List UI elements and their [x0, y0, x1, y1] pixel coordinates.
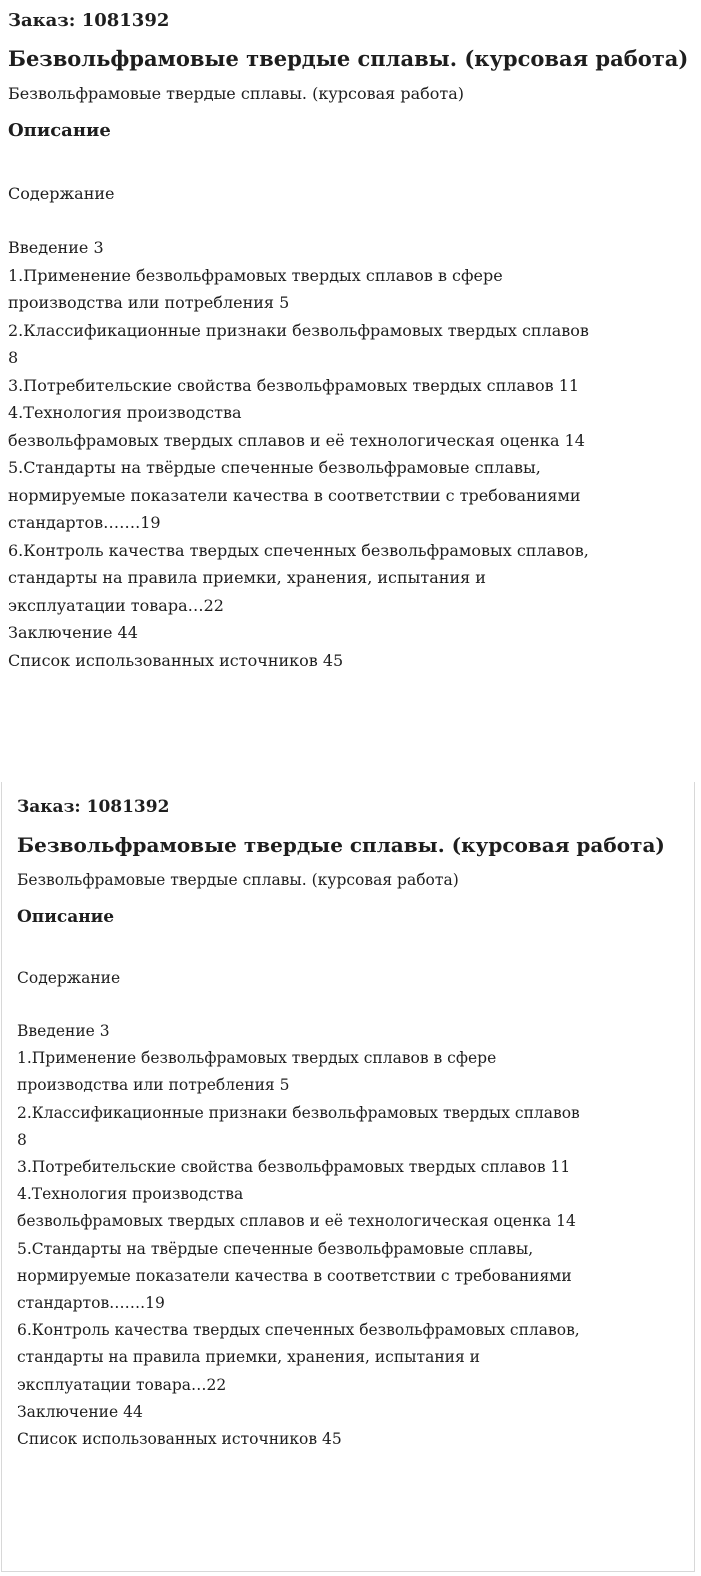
toc-line: Введение 3	[17, 1022, 110, 1040]
toc-line: стандартов…….19	[8, 513, 161, 532]
toc-line: эксплуатации товара…22	[8, 595, 224, 615]
toc-line: 4.Технология производства	[8, 403, 242, 422]
toc-line: безвольфрамовых твердых сплавов и её технологическая оценка 14	[8, 430, 585, 450]
order-number: Заказ: 1081392	[8, 10, 170, 31]
toc-line: 1.Применение безвольфрамовых твердых сплавов в сфере	[17, 1049, 497, 1068]
toc-line: эксплуатации товара…22	[17, 1375, 227, 1394]
toc-line: Введение 3	[8, 238, 104, 257]
toc-line: 4.Технология производства	[17, 1185, 244, 1204]
toc-line: 2.Классификационные признаки безвольфрамовых твердых сплавов	[17, 1103, 580, 1122]
contents-heading: Содержание	[8, 184, 115, 203]
order-number: Заказ: 1081392	[17, 797, 170, 817]
toc-line: 3.Потребительские свойства безвольфрамовых твердых сплавов 11	[17, 1158, 571, 1177]
table-of-contents	[17, 1018, 693, 1453]
toc-line: нормируемые показатели качества в соответствии с требованиями	[17, 1266, 572, 1285]
toc-line: 3.Потребительские свойства безвольфрамовых твердых сплавов 11	[8, 375, 580, 395]
table-of-contents	[8, 234, 696, 674]
toc-line: 2.Классификационные признаки безвольфрамовых твердых сплавов	[8, 320, 589, 340]
page-subtitle: Безвольфрамовые твердые сплавы. (курсовая работа)	[8, 84, 464, 103]
description-heading: Описание	[17, 907, 115, 927]
toc-line: 5.Стандарты на твёрдые спеченные безвольфрамовые сплавы,	[17, 1239, 534, 1258]
toc-line: безвольфрамовых твердых сплавов и её технологическая оценка 14	[17, 1212, 576, 1231]
toc-line: 1.Применение безвольфрамовых твердых сплавов в сфере	[8, 265, 503, 285]
description-heading: Описание	[8, 120, 111, 141]
toc-line: 8	[17, 1130, 27, 1149]
toc-line: 5.Стандарты на твёрдые спеченные безвольфрамовые сплавы,	[8, 458, 541, 477]
toc-line: 8	[8, 348, 19, 367]
toc-line: Заключение 44	[17, 1402, 143, 1421]
toc-line: стандарты на правила приемки, хранения, испытания и	[8, 568, 486, 587]
page-title: Безвольфрамовые твердые сплавы. (курсовая работа)	[17, 833, 665, 857]
page-title: Безвольфрамовые твердые сплавы. (курсовая работа)	[8, 46, 689, 71]
toc-line: 6.Контроль качества твердых спеченных безвольфрамовых сплавов,	[17, 1321, 580, 1340]
toc-line: производства или потребления 5	[8, 293, 290, 312]
toc-line: стандартов…….19	[17, 1294, 165, 1313]
toc-line: нормируемые показатели качества в соответствии с требованиями	[8, 485, 581, 505]
toc-line: стандарты на правила приемки, хранения, испытания и	[17, 1348, 481, 1367]
toc-line: Список использованных источников 45	[17, 1430, 342, 1449]
toc-line: Список использованных источников 45	[8, 650, 344, 670]
toc-line: 6.Контроль качества твердых спеченных безвольфрамовых сплавов,	[8, 540, 589, 560]
toc-line: производства или потребления 5	[17, 1076, 290, 1095]
page-subtitle: Безвольфрамовые твердые сплавы. (курсовая работа)	[17, 871, 459, 889]
contents-heading: Содержание	[17, 969, 121, 987]
order-block-primary	[8, 8, 696, 674]
order-block-secondary	[17, 794, 693, 1453]
toc-line: Заключение 44	[8, 623, 138, 642]
